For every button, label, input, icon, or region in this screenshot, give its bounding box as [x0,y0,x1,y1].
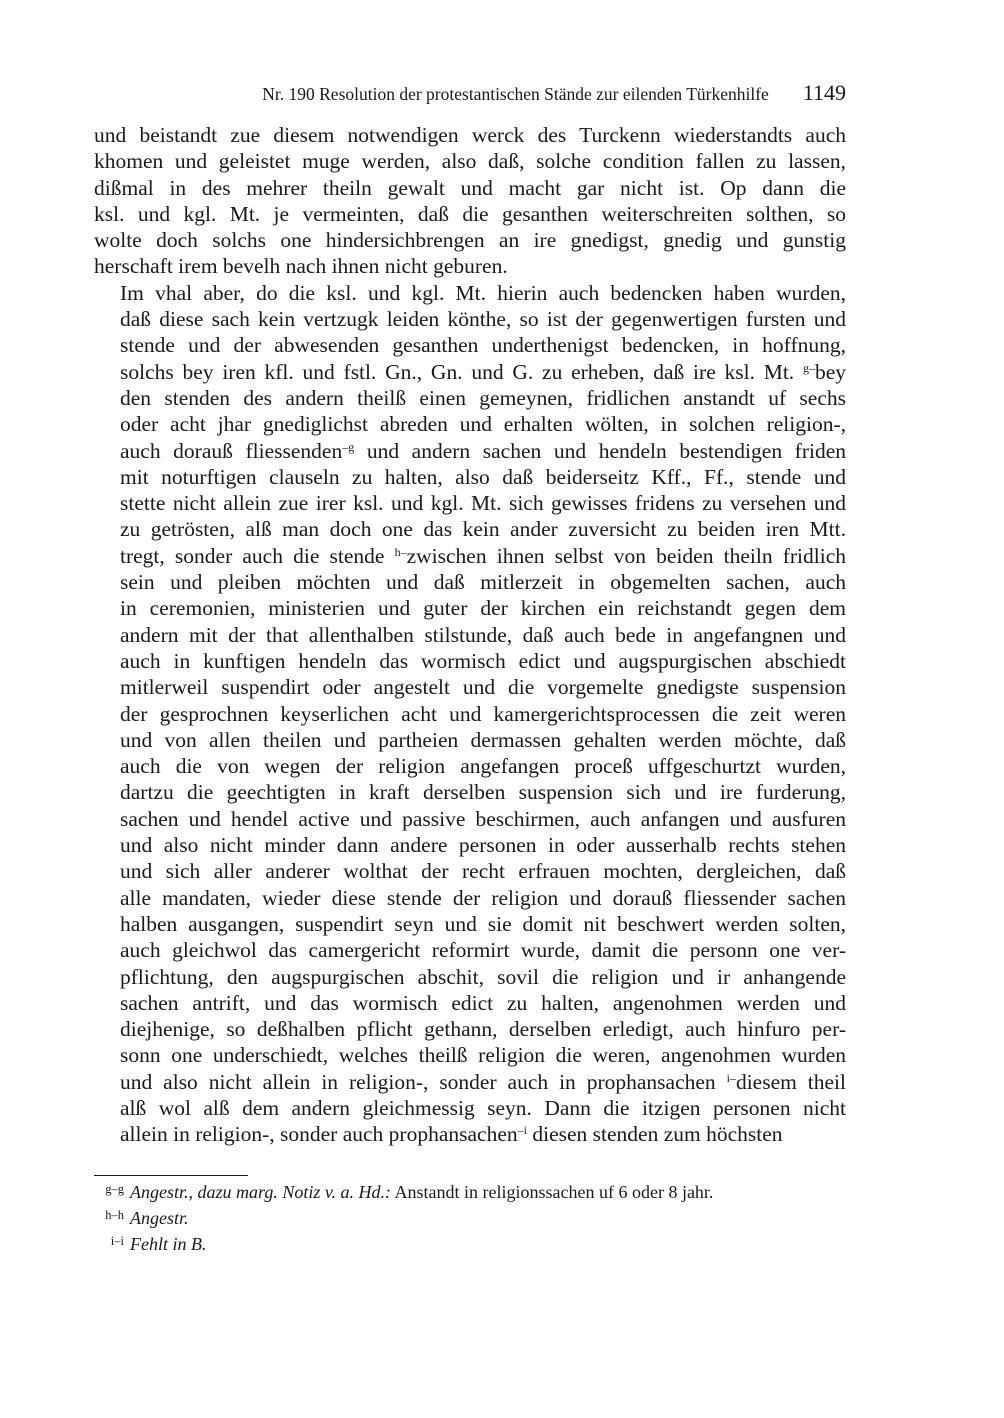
text-run: dartzu die geechtigten in kraft derselben suspension sich und ire furderung, [120,780,846,805]
text-run: den stenden des andern theilß einen gemeynen, fridlichen anstandt uf sechs [120,385,846,410]
text-run: pflichtung, den augspurgischen abschit, sovil die religion und ir anhangende [120,964,846,989]
text-line [94,516,846,542]
text-line [94,1121,846,1147]
text-run: auch die von wegen der religion angefangen proceß uffgeschurtzt wurden, [120,754,846,779]
text-run: und also nicht allein in religion-, sonder auch in prophansachen [120,1069,727,1094]
text-line [94,674,846,700]
text-line [94,569,846,595]
text-line [94,122,846,148]
text-line [94,464,846,490]
text-run: allein in religion-, sonder auch prophansachen [120,1122,518,1147]
text-run: alle mandaten, wieder diese stende der religion und dorauß fliessender sachen [120,885,846,910]
text-run: mitlerweil suspendirt oder angestelt und die vorgemelte gnedigste suspension [120,675,846,700]
text-run: der gesprochnen keyserlichen acht und kamergerichtsprocessen die zeit weren [120,701,846,726]
text-run: auch in kunftigen hendeln das wormisch edict und augspurgischen abschiedt [120,648,846,673]
text-run: zwischen ihnen selbst von beiden theiln fridlich [406,543,846,568]
text-run: und von allen theilen und partheien dermassen gehalten werden möchte, daß [120,727,846,752]
footnote-marker: i–i [110,1234,124,1248]
footnotes [94,1180,846,1258]
text-line [94,727,846,753]
text-line [94,701,846,727]
footnote-entry [94,1206,846,1232]
text-line [94,858,846,884]
text-run: diesen stenden zum höchsten [526,1122,783,1147]
text-run: oder acht jhar gnediglichst abreden und erhalten wölten, in solchen religion-, [120,412,846,437]
text-line [94,438,846,464]
text-run: diesem theil [735,1069,846,1094]
footnote-marker: g–g [105,1182,124,1196]
footnote-text: Anstandt in religionssachen uf 6 oder 8 jahr. [391,1182,714,1202]
text-line [94,1016,846,1042]
text-line [94,306,846,332]
text-run: Im vhal aber, do die ksl. und kgl. Mt. hierin auch bedencken haben wurden, [120,280,846,305]
text-line [94,1042,846,1068]
text-line [94,753,846,779]
text-run: solchs bey iren kfl. und fstl. Gn., Gn. und G. zu erheben, daß ire ksl. Mt. [120,359,803,384]
text-line [94,280,846,306]
footnote-mark: –g [342,439,355,454]
text-run: auch dorauß fliessenden [120,438,343,463]
text-run: halben ausgangen, suspendirt seyn und sie domit nit beschwert werden solten, [120,911,846,936]
running-title: Nr. 190 Resolution der protestantischen Stände zur eilenden Türkenhilfe [262,84,769,104]
text-run: bey [814,359,846,384]
text-line [94,385,846,411]
footnote-entry [94,1180,846,1206]
text-run: herschaft irem bevelh nach ihnen nicht geburen. [94,254,508,279]
footnote-entry [94,1232,846,1258]
paragraph [94,280,846,1148]
footnote-marker: h–h [105,1208,124,1222]
text-line [94,595,846,621]
text-line [94,411,846,437]
text-run: auch gleichwol das camergericht reformirt wurde, damit die personn one ver- [120,938,846,963]
text-line [94,1095,846,1121]
footnote-separator [94,1175,248,1176]
text-run: alß wol alß dem andern gleichmessig seyn. Dann die itzigen personen nicht [120,1095,846,1120]
footnote-italic: Angestr. [130,1208,189,1228]
text-line [94,253,846,279]
text-run: diejhenige, so deßhalben pflicht gethann, derselben erledigt, auch hinfuro per- [120,1017,846,1042]
text-line [94,148,846,174]
text-run: sachen antrift, und das wormisch edict zu halten, angenohmen werden und [120,990,846,1015]
text-run: sachen und hendel active und passive beschirmen, auch anfangen und ausfuren [120,806,846,831]
footnote-mark: h– [394,544,407,559]
text-run: in ceremonien, ministerien und guter der kirchen ein reichstandt gegen dem [120,596,846,621]
text-line [94,806,846,832]
text-run: tregt, sonder auch die stende [120,543,395,568]
text-line [94,911,846,937]
text-run: mit noturftigen clauseln zu halten, also daß beiderseitz Kff., Ff., stende und [120,464,846,489]
text-line [94,490,846,516]
text-run: sein und pleiben möchten und daß mitlerzeit in obgemelten sachen, auch [120,570,846,595]
text-line [94,1069,846,1095]
text-run: ksl. und kgl. Mt. je vermeinten, daß die gesanthen weiterschreiten solthen, so [94,201,846,226]
text-line [94,359,846,385]
text-run: und sich aller anderer wolthat der recht erfrauen mochten, dergleichen, daß [120,859,846,884]
text-line [94,648,846,674]
text-run: wolte doch solchs one hindersichbrengen an ire gnedigst, gnedig und gunstig [94,228,846,253]
text-run: dißmal in des mehrer theiln gewalt und macht gar nicht ist. Op dann die [94,175,846,200]
text-run: und andern sachen und hendeln bestendigen friden [354,438,846,463]
footnote-italic: Fehlt in B. [130,1234,207,1254]
text-line [94,175,846,201]
text-line [94,964,846,990]
text-run: sonn one underschiedt, welches theilß religion die weren, angenohmen wurden [120,1043,846,1068]
text-line [94,779,846,805]
text-line [94,543,846,569]
text-run: stende und der abwesenden gesanthen underthenigst bedencken, in hoffnung, [120,333,846,358]
footnote-content [130,1206,189,1230]
page-number: 1149 [802,80,846,105]
text-run: zu getrösten, alß man doch one das kein ander zuversicht zu beiden iren Mtt. [120,517,846,542]
footnote-mark: –i [517,1123,527,1138]
text-run: und also nicht minder dann andere personen in oder ausserhalb rechts stehen [120,833,846,858]
text-line [94,832,846,858]
text-run: khomen und geleistet muge werden, also daß, solche condition fallen zu lassen, [94,149,846,174]
footnote-mark: i– [726,1070,736,1085]
text-run: andern mit der that allenthalben stilstunde, daß auch bede in angefangnen und [120,622,846,647]
text-line [94,885,846,911]
text-line [94,937,846,963]
main-text [94,122,846,1148]
footnote-italic: Angestr., dazu marg. Notiz v. a. Hd.: [130,1182,391,1202]
text-line [94,622,846,648]
text-run: daß diese sach kein vertzugk leiden könthe, so ist der gegenwertigen fursten und [120,307,846,332]
text-run: und beistandt zue diesem notwendigen werck des Turckenn wiederstandts auch [94,123,846,147]
running-header [94,80,846,106]
footnote-content [130,1180,713,1204]
footnote-content [130,1232,206,1256]
paragraph [94,122,846,280]
text-line [94,332,846,358]
footnote-mark: g– [802,360,815,375]
text-line [94,201,846,227]
text-line [94,990,846,1016]
text-run: stette nicht allein zue irer ksl. und kgl. Mt. sich gewisses fridens zu versehen und [120,491,846,516]
text-line [94,227,846,253]
